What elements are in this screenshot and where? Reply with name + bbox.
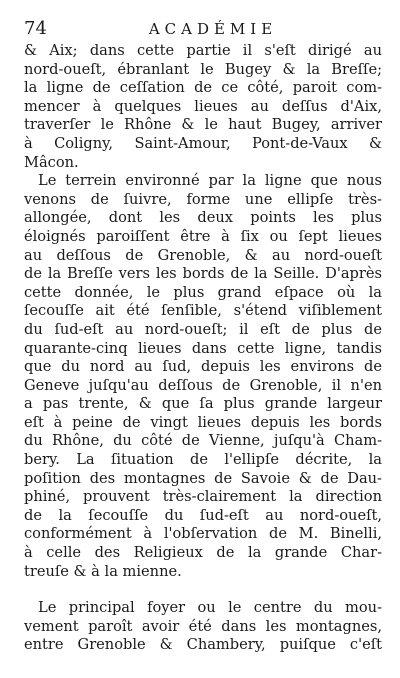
text-line: cette donnée, le plus grand eſpace où la xyxy=(24,283,382,301)
text-line: ſecouſſe ait été ſenſible, s'étend viſiblement xyxy=(24,302,382,320)
body-text xyxy=(24,42,382,655)
text-line: de la ſecouſſe du ſud-eſt au nord-oueſt, xyxy=(24,506,382,524)
text-line: phiné, prouvent très-clairement la direction xyxy=(24,488,382,506)
text-line: éloignés paroiſſent être à ſix ou ſept lieues xyxy=(24,227,382,245)
text-line: eſt à peine de vingt lieues depuis les bords xyxy=(24,413,382,431)
paragraph-1 xyxy=(24,42,382,172)
text-line: la ligne de ceſſation de ce côté, paroit com- xyxy=(24,79,382,97)
paragraph-2 xyxy=(24,172,382,581)
text-line: traverſer le Rhône & le haut Bugey, arriver xyxy=(24,116,382,134)
book-page xyxy=(24,0,382,678)
text-line: à Coligny, Saint-Amour, Pont-de-Vaux & xyxy=(24,134,382,152)
text-line: a pas trente, & que ſa plus grande largeur xyxy=(24,395,382,413)
paragraph-3 xyxy=(24,599,382,655)
text-line: à celle des Religieux de la grande Char- xyxy=(24,544,382,562)
text-line: du Rhône, du côté de Vienne, juſqu'à Cham- xyxy=(24,432,382,450)
text-line: Le terrein environné par la ligne que nous xyxy=(38,172,382,190)
text-line: venons de ſuivre, forme une ellipſe très- xyxy=(24,190,382,208)
text-line: du ſud-eſt au nord-oueſt; il eſt de plus de xyxy=(24,320,382,338)
text-line: nord-oueſt, ébranlant le Bugey & la Breſſe; xyxy=(24,60,382,78)
text-line: que du nord au ſud, depuis les environs de xyxy=(24,358,382,376)
text-line: au deſſous de Grenoble, & au nord-oueſt xyxy=(24,246,382,264)
paragraph-spacing xyxy=(24,581,382,599)
text-line: & Aix; dans cette partie il s'eſt dirigé au xyxy=(24,42,382,59)
text-line: Le principal foyer ou le centre du mou- xyxy=(38,599,382,617)
page-number: 74 xyxy=(24,18,47,39)
text-line: treuſe & à la mienne. xyxy=(24,562,182,580)
running-head: ACADÉMIE xyxy=(148,20,278,38)
text-line: mencer à quelques lieues au deſſus d'Aix, xyxy=(24,97,382,115)
text-line: vement paroît avoir été dans les montagnes, xyxy=(24,617,382,635)
text-line: entre Grenoble & Chambery, puiſque c'eſt xyxy=(24,636,382,654)
text-line: Mâcon. xyxy=(24,153,79,171)
page-header xyxy=(24,18,382,40)
text-line: de la Breſſe vers les bords de la Seille. D'après xyxy=(24,265,382,283)
text-line: allongée, dont les deux points les plus xyxy=(24,209,382,227)
text-line: quarante-cinq lieues dans cette ligne, tandis xyxy=(24,339,382,357)
text-line: poſition des montagnes de Savoie & de Dau- xyxy=(24,469,382,487)
text-line: Geneve juſqu'au deſſous de Grenoble, il n'en xyxy=(24,376,382,394)
text-line: conformément à l'obſervation de M. Binelli, xyxy=(24,525,382,543)
text-line: bery. La ſituation de l'ellipſe décrite, la xyxy=(24,451,382,469)
